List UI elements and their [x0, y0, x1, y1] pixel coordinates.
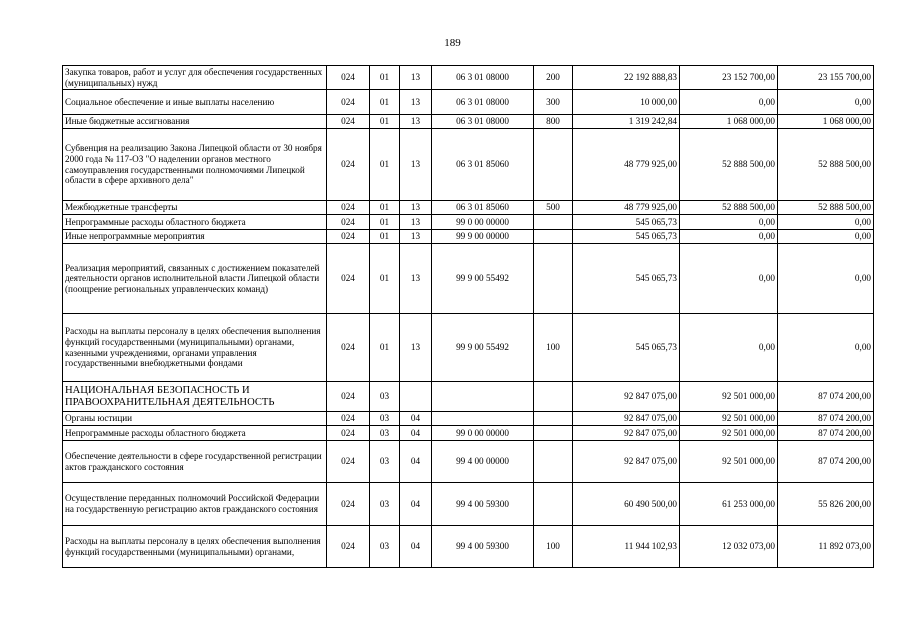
row-rz: 01 [370, 230, 400, 244]
table-row [63, 90, 874, 115]
row-pr: 04 [400, 526, 432, 568]
row-rz: 03 [370, 483, 400, 526]
row-ved: 024 [327, 412, 370, 426]
row-name: Осуществление переданных полномочий Российской Федерации на государственную регистрацию актов гражданского состояния [63, 483, 327, 526]
row-ved: 024 [327, 382, 370, 412]
row-pr: 04 [400, 483, 432, 526]
row-pr: 13 [400, 129, 432, 201]
row-amount-2: 92 501 000,00 [680, 412, 778, 426]
row-rz: 03 [370, 526, 400, 568]
row-rz: 01 [370, 314, 400, 382]
row-rz: 01 [370, 201, 400, 215]
row-rz: 01 [370, 215, 400, 230]
row-ved: 024 [327, 66, 370, 90]
row-rz: 01 [370, 244, 400, 314]
row-name: Реализация мероприятий, связанных с достижением показателей деятельности органов исполнительной власти Липецкой области (поощрение региональных управленческих команд) [63, 244, 327, 314]
row-amount-2: 52 888 500,00 [680, 129, 778, 201]
row-csr: 06 3 01 08000 [432, 90, 534, 115]
row-amount-3: 87 074 200,00 [778, 441, 874, 483]
table-row [63, 115, 874, 129]
row-amount-3: 11 892 073,00 [778, 526, 874, 568]
row-vr [534, 230, 573, 244]
row-vr: 100 [534, 526, 573, 568]
row-amount-2: 1 068 000,00 [680, 115, 778, 129]
row-csr: 99 9 00 00000 [432, 230, 534, 244]
row-name: Непрограммные расходы областного бюджета [63, 215, 327, 230]
row-pr: 13 [400, 115, 432, 129]
row-amount-3: 87 074 200,00 [778, 382, 874, 412]
row-name: Иные бюджетные ассигнования [63, 115, 327, 129]
row-name: Социальное обеспечение и иные выплаты населению [63, 90, 327, 115]
row-csr: 99 0 00 00000 [432, 215, 534, 230]
row-pr: 04 [400, 441, 432, 483]
row-amount-1: 92 847 075,00 [573, 426, 680, 441]
row-vr [534, 483, 573, 526]
row-vr [534, 129, 573, 201]
row-amount-3: 23 155 700,00 [778, 66, 874, 90]
table-row [63, 314, 874, 382]
row-vr: 500 [534, 201, 573, 215]
row-name: НАЦИОНАЛЬНАЯ БЕЗОПАСНОСТЬ И ПРАВООХРАНИТЕЛЬНАЯ ДЕЯТЕЛЬНОСТЬ [63, 382, 327, 412]
row-amount-3: 0,00 [778, 244, 874, 314]
row-amount-2: 0,00 [680, 244, 778, 314]
row-csr: 06 3 01 85060 [432, 129, 534, 201]
row-amount-2: 0,00 [680, 314, 778, 382]
row-csr: 99 9 00 55492 [432, 314, 534, 382]
row-pr: 13 [400, 244, 432, 314]
row-ved: 024 [327, 526, 370, 568]
row-amount-3: 87 074 200,00 [778, 412, 874, 426]
table-row [63, 382, 874, 412]
row-amount-1: 545 065,73 [573, 230, 680, 244]
page-number: 189 [444, 37, 461, 49]
table-row [63, 426, 874, 441]
row-amount-3: 0,00 [778, 230, 874, 244]
row-amount-1: 92 847 075,00 [573, 441, 680, 483]
row-ved: 024 [327, 215, 370, 230]
row-amount-3: 55 826 200,00 [778, 483, 874, 526]
row-amount-2: 23 152 700,00 [680, 66, 778, 90]
row-vr: 800 [534, 115, 573, 129]
table-row [63, 230, 874, 244]
row-pr: 13 [400, 215, 432, 230]
row-rz: 03 [370, 412, 400, 426]
row-csr: 99 4 00 59300 [432, 526, 534, 568]
row-csr: 99 0 00 00000 [432, 426, 534, 441]
table-row [63, 66, 874, 90]
row-amount-2: 92 501 000,00 [680, 441, 778, 483]
row-rz: 01 [370, 129, 400, 201]
table-row [63, 215, 874, 230]
row-amount-1: 10 000,00 [573, 90, 680, 115]
row-amount-1: 92 847 075,00 [573, 412, 680, 426]
row-amount-3: 0,00 [778, 90, 874, 115]
table-row [63, 483, 874, 526]
row-amount-1: 545 065,73 [573, 244, 680, 314]
row-ved: 024 [327, 426, 370, 441]
row-csr: 06 3 01 08000 [432, 115, 534, 129]
row-ved: 024 [327, 115, 370, 129]
row-amount-2: 0,00 [680, 90, 778, 115]
row-vr [534, 215, 573, 230]
row-amount-3: 52 888 500,00 [778, 129, 874, 201]
row-amount-1: 92 847 075,00 [573, 382, 680, 412]
row-amount-1: 11 944 102,93 [573, 526, 680, 568]
row-amount-1: 545 065,73 [573, 215, 680, 230]
row-amount-3: 0,00 [778, 314, 874, 382]
row-name: Субвенция на реализацию Закона Липецкой области от 30 ноября 2000 года № 117-ОЗ "О наделении органов местного самоуправления государственными полномочиями Липецкой области в сфере архивного дела" [63, 129, 327, 201]
row-name: Расходы на выплаты персоналу в целях обеспечения выполнения функций государственными (муниципальными) органами, казенными учреждениями, органами управления государственными внебюджетными фондами [63, 314, 327, 382]
table-row [63, 201, 874, 215]
row-ved: 024 [327, 129, 370, 201]
row-amount-2: 92 501 000,00 [680, 426, 778, 441]
row-amount-1: 1 319 242,84 [573, 115, 680, 129]
row-vr [534, 441, 573, 483]
row-amount-1: 48 779 925,00 [573, 129, 680, 201]
row-ved: 024 [327, 201, 370, 215]
row-ved: 024 [327, 90, 370, 115]
row-amount-3: 0,00 [778, 215, 874, 230]
row-pr: 04 [400, 412, 432, 426]
row-vr [534, 382, 573, 412]
row-pr: 13 [400, 66, 432, 90]
table-row [63, 441, 874, 483]
row-ved: 024 [327, 244, 370, 314]
row-pr: 04 [400, 426, 432, 441]
row-pr: 13 [400, 314, 432, 382]
row-csr: 06 3 01 85060 [432, 201, 534, 215]
row-pr: 13 [400, 201, 432, 215]
table-row [63, 244, 874, 314]
row-ved: 024 [327, 230, 370, 244]
row-csr [432, 412, 534, 426]
row-amount-2: 0,00 [680, 215, 778, 230]
row-rz: 01 [370, 90, 400, 115]
row-ved: 024 [327, 441, 370, 483]
row-rz: 01 [370, 115, 400, 129]
row-vr [534, 412, 573, 426]
row-amount-2: 52 888 500,00 [680, 201, 778, 215]
row-csr: 06 3 01 08000 [432, 66, 534, 90]
row-ved: 024 [327, 314, 370, 382]
row-amount-2: 61 253 000,00 [680, 483, 778, 526]
row-amount-2: 92 501 000,00 [680, 382, 778, 412]
row-rz: 03 [370, 441, 400, 483]
row-name: Органы юстиции [63, 412, 327, 426]
row-rz: 03 [370, 426, 400, 441]
row-amount-1: 60 490 500,00 [573, 483, 680, 526]
row-name: Межбюджетные трансферты [63, 201, 327, 215]
row-vr [534, 426, 573, 441]
row-name: Обеспечение деятельности в сфере государственной регистрации актов гражданского состояния [63, 441, 327, 483]
row-vr [534, 244, 573, 314]
row-name: Непрограммные расходы областного бюджета [63, 426, 327, 441]
row-pr: 13 [400, 230, 432, 244]
row-vr: 100 [534, 314, 573, 382]
row-vr: 300 [534, 90, 573, 115]
table-row [63, 129, 874, 201]
row-amount-1: 545 065,73 [573, 314, 680, 382]
row-csr: 99 4 00 59300 [432, 483, 534, 526]
row-amount-1: 48 779 925,00 [573, 201, 680, 215]
row-name: Расходы на выплаты персоналу в целях обеспечения выполнения функций государственными (муниципальными) органами, [63, 526, 327, 568]
row-vr: 200 [534, 66, 573, 90]
row-name: Закупка товаров, работ и услуг для обеспечения государственных (муниципальных) нужд [63, 66, 327, 90]
row-pr [400, 382, 432, 412]
row-amount-3: 52 888 500,00 [778, 201, 874, 215]
table-row [63, 412, 874, 426]
budget-table [62, 65, 874, 568]
row-amount-2: 0,00 [680, 230, 778, 244]
row-amount-3: 87 074 200,00 [778, 426, 874, 441]
row-rz: 01 [370, 66, 400, 90]
row-csr: 99 4 00 00000 [432, 441, 534, 483]
row-csr [432, 382, 534, 412]
row-csr: 99 9 00 55492 [432, 244, 534, 314]
row-ved: 024 [327, 483, 370, 526]
row-name: Иные непрограммные мероприятия [63, 230, 327, 244]
table-row [63, 526, 874, 568]
row-amount-1: 22 192 888,83 [573, 66, 680, 90]
row-rz: 03 [370, 382, 400, 412]
row-amount-2: 12 032 073,00 [680, 526, 778, 568]
row-pr: 13 [400, 90, 432, 115]
row-amount-3: 1 068 000,00 [778, 115, 874, 129]
